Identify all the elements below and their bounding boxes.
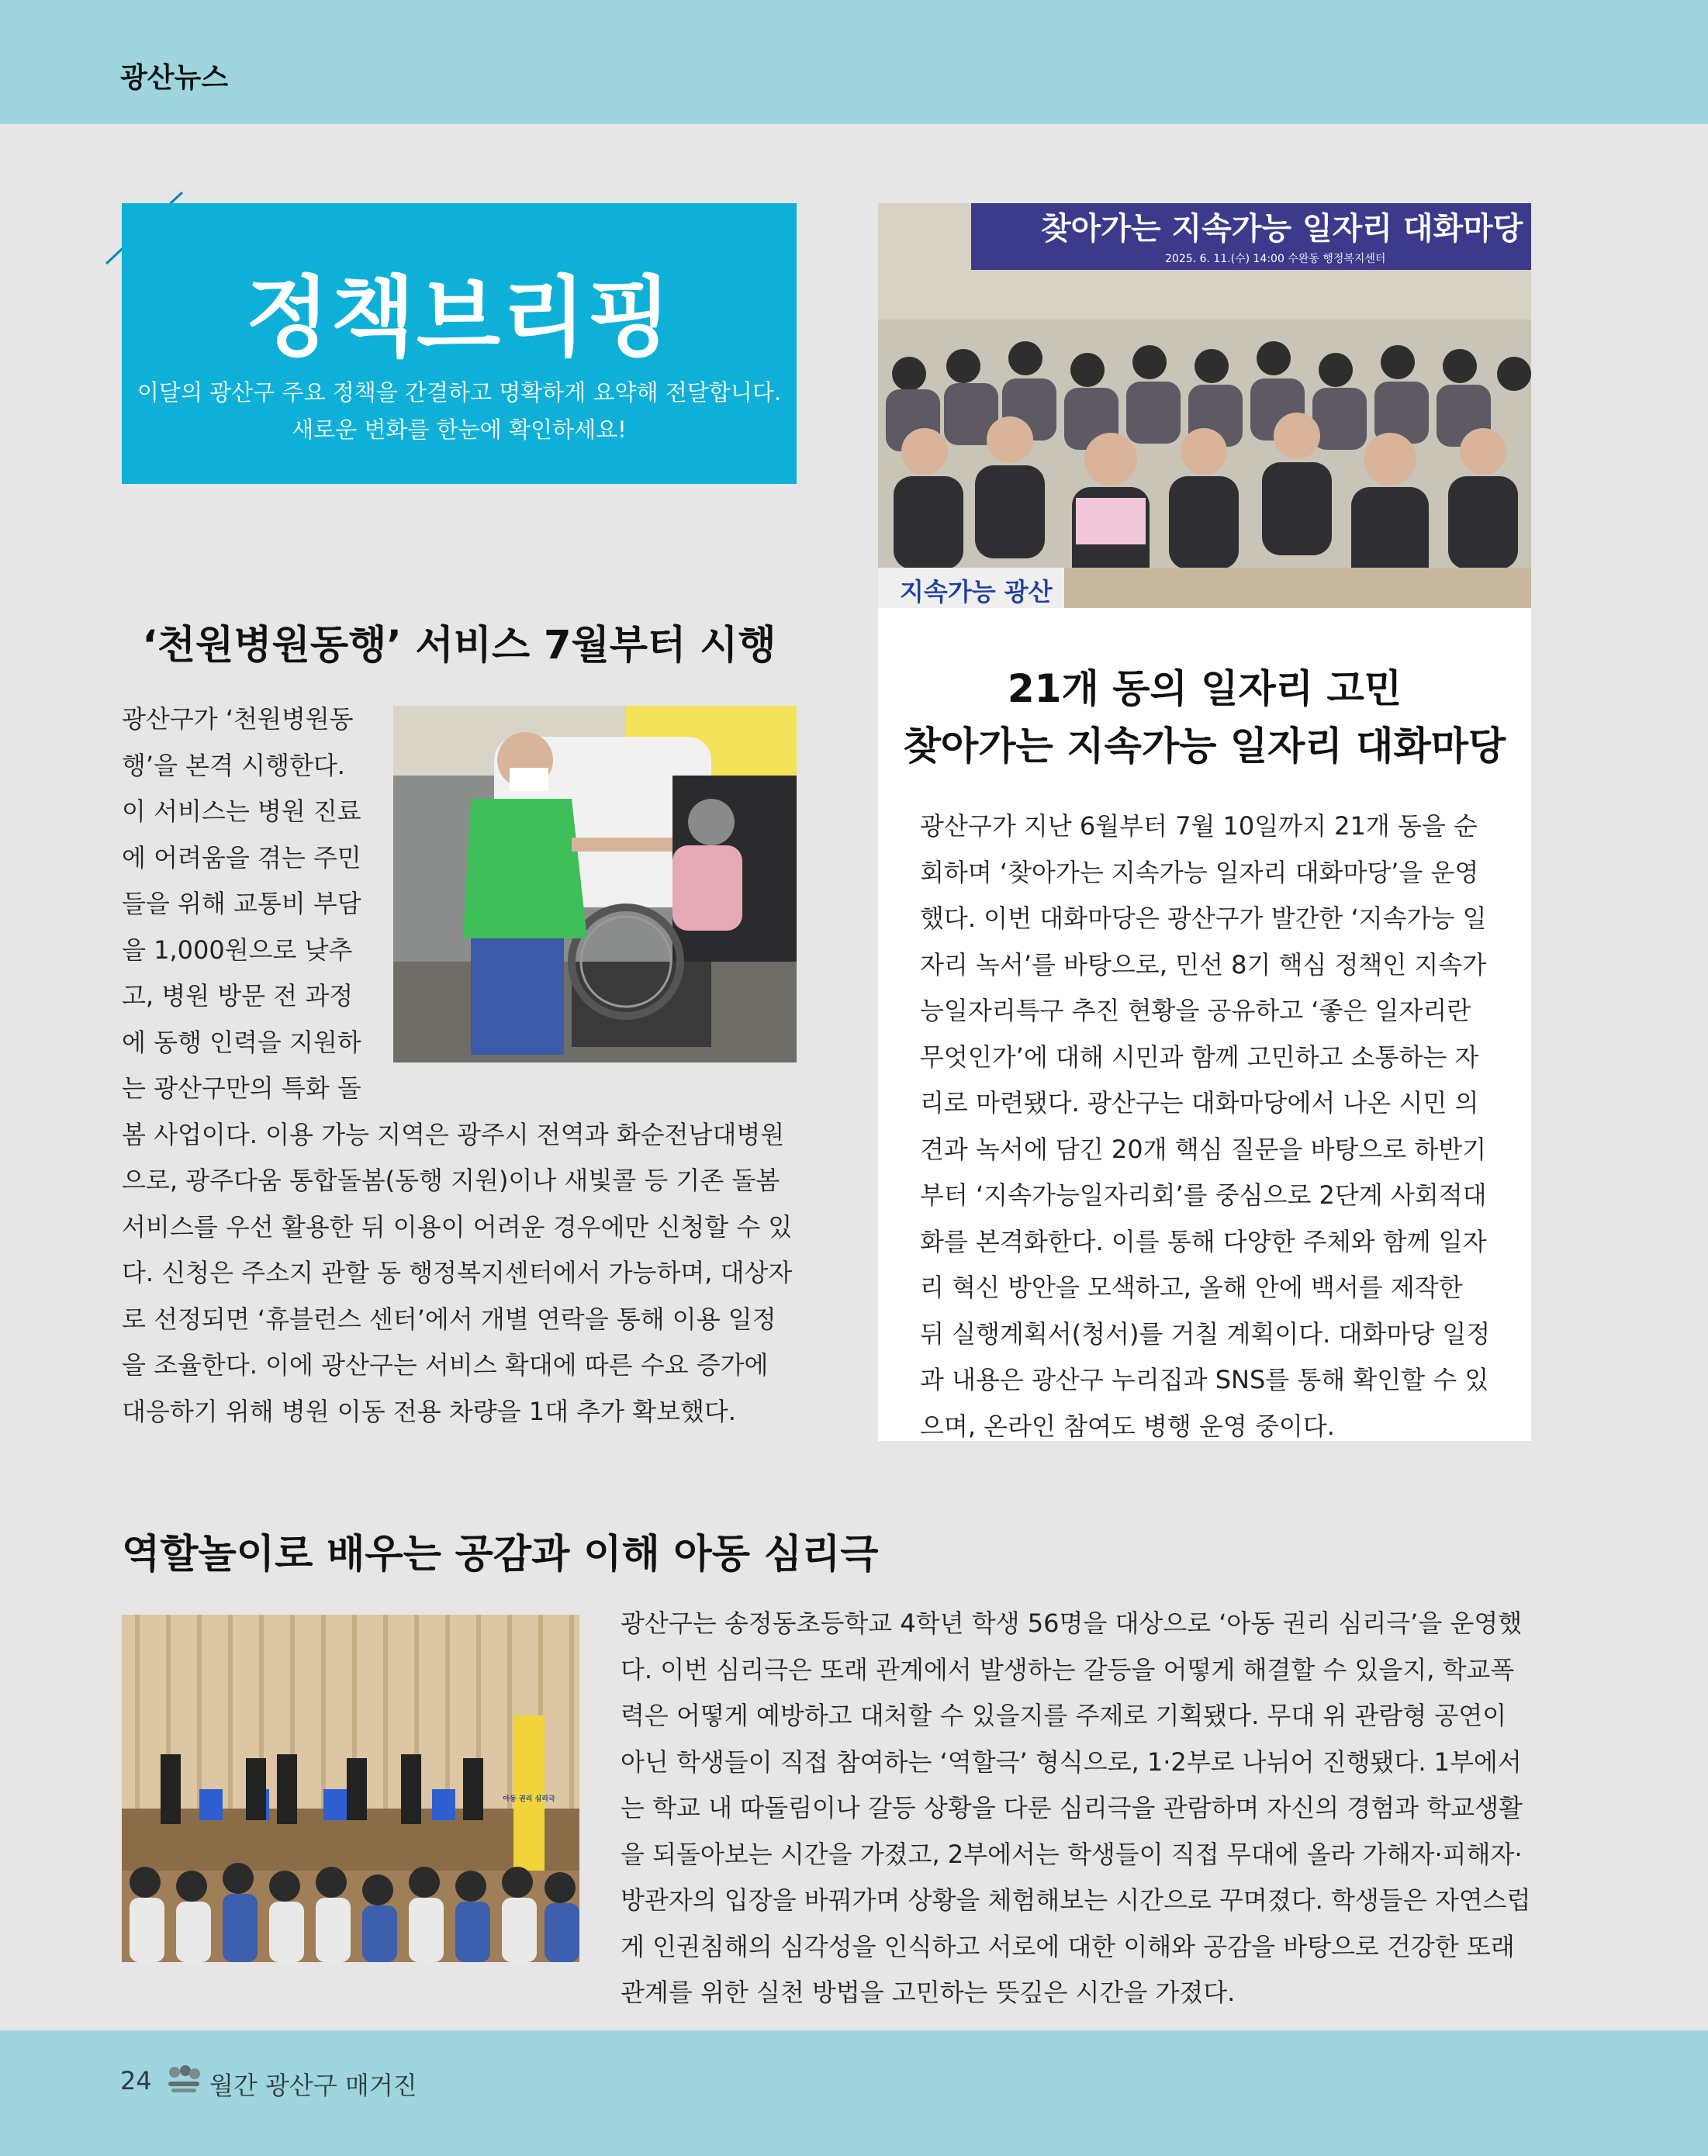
briefing-subtitle-line1: 이달의 광산구 주요 정책을 간결하고 명확하게 요약해 전달합니다. [137, 379, 782, 406]
article3-photo [122, 1615, 579, 1962]
article1-title: ‘천원병원동행’ 서비스 7월부터 시행 [142, 623, 776, 669]
page-number: 24 [120, 2066, 152, 2096]
photo-banner-text: 아동 권리 심리극 [503, 1795, 555, 1803]
banner-title: 찾아가는 지속가능 일자리 대화마당 [1041, 211, 1523, 247]
article2-body: 광산구가 지난 6월부터 7월 10일까지 21개 동을 순회하며 ‘찾아가는 지속가능 일자리 대화마당’을 운영했다. 이번 대화마당은 광산구가 발간한 ‘지속가능 일자리 녹서’를 바탕으로, 민선 8기 핵심 정책인 지속가능일자리특구 추진 현황을 공유하고 ‘좋은 일자리란 무엇인가’에 대해 시민과 함께 고민하고 소통하는 자리로 마련됐다. 광산구는 대화마당에서 나온 시민 의견과 녹서에 담긴 20개 핵심 질문을 바탕으로 하반기부터 ‘지속가능일자리회’를 중심으로 2단계 사회적대화를 본격화한다. 이를 통해 다양한 주체와 함께 일자리 혁신 방안을 모색하고, 올해 안에 백서를 제작한 뒤 실행계획서(청서)를 거칠 계획이다. 대화마당 일정과 내용은 광산구 누리집과 SNS를 통해 확인할 수 있으며, 온라인 참여도 병행 운영 중이다. [920, 811, 1491, 1441]
article1-text-block [122, 696, 797, 1435]
briefing-banner [122, 203, 797, 484]
section-label: 광산뉴스 [120, 62, 229, 94]
article1-body: 광산구가 ‘천원병원동행’을 본격 시행한다. 이 서비스는 병원 진료에 어려움을 겪는 주민들을 위해 교통비 부담을 1,000원으로 낮추고, 병원 방문 전 과정에 동행 인력을 지원하는 광산구만의 특화 돌봄 사업이다. 이용 가능 지역은 광주시 전역과 화순전남대병원으로, 광주다움 통합돌봄(동행 지원)이나 새빛콜 등 기존 돌봄서비스를 우선 활용한 뒤 이용이 어려운 경우에만 신청할 수 있다. 신청은 주소지 관할 동 행정복지센터에서 가능하며, 대상자로 선정되면 ‘휴블런스 센터’에서 개별 연락을 통해 이용 일정을 조율한다. 이에 광산구는 서비스 확대에 따른 수요 증가에 대응하기 위해 병원 이동 전용 차량을 1대 추가 확보했다. [122, 704, 793, 1426]
article1-photo [393, 706, 797, 1062]
banner-date: 2025. 6. 11.(수) 14:00 수완동 행정복지센터 [1165, 253, 1386, 265]
article3-title: 역할놀이로 배우는 공감과 이해 아동 심리극 [122, 1532, 879, 1577]
podium-sign: 지속가능 광산 [900, 577, 1053, 606]
briefing-title: 정책브리핑 [245, 268, 673, 368]
magazine-logo-icon [165, 2063, 202, 2097]
hospital-escort-illustration [393, 706, 797, 1062]
article3-body: 광산구는 송정동초등학교 4학년 학생 56명을 대상으로 ‘아동 권리 심리극’을 운영했다. 이번 심리극은 또래 관계에서 발생하는 갈등을 어떻게 해결할 수 있을지, 학교폭력은 어떻게 예방하고 대처할 수 있을지를 주제로 기획됐다. 무대 위 관람형 공연이 아닌 학생들이 직접 참여하는 ‘역할극’ 형식으로, 1·2부로 나뉘어 진행됐다. 1부에서는 학교 내 따돌림이나 갈등 상황을 다룬 심리극을 관람하며 자신의 경험과 학교생활을 되돌아보는 시간을 가졌고, 2부에서는 학생들이 직접 무대에 올라 가해자·피해자·방관자의 입장을 바꿔가며 상황을 체험해보는 시간으로 꾸며졌다. 학생들은 자연스럽게 인권침해의 심각성을 인식하고 서로에 대한 이해와 공감을 바탕으로 건강한 또래 관계를 위한 실천 방법을 고민하는 뜻깊은 시간을 가졌다. [621, 1608, 1531, 2007]
briefing-subtitle-line2: 새로운 변화를 한눈에 확인하세요! [292, 416, 627, 443]
article2-title-line1: 21개 동의 일자리 고민 [1007, 666, 1402, 711]
article2-card [878, 203, 1531, 1441]
magazine-title: 월간 광산구 매거진 [209, 2071, 417, 2100]
header-bar [0, 0, 1708, 124]
article2-title-line2: 찾아가는 지속가능 일자리 대화마당 [903, 724, 1506, 769]
article2-photo [878, 203, 1531, 608]
